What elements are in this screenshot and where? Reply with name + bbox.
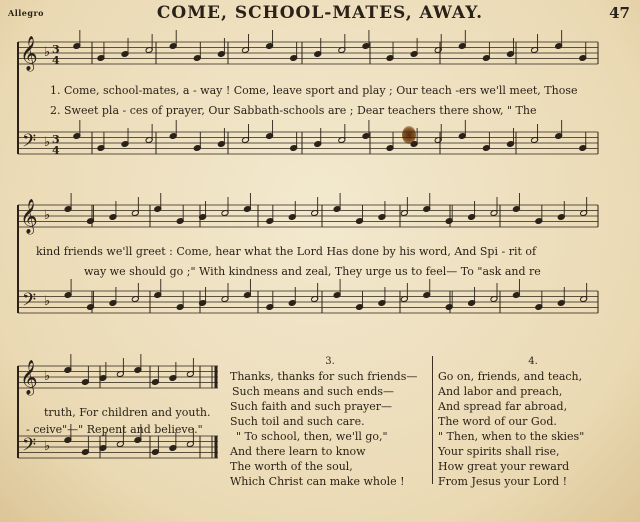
- system2-verse1-lyrics: kind friends we'll greet : Come, hear what the Lord Has done by his word, And Spi - rit of: [36, 245, 537, 258]
- verse-divider: [432, 356, 433, 484]
- treble-clef-icon: 𝄞: [20, 360, 38, 395]
- flat-icon: ♭: [44, 208, 51, 223]
- verse-4-line: " Then, when to the skies": [438, 430, 585, 443]
- hymn-title: COME, SCHOOL-MATES, AWAY.: [156, 3, 484, 23]
- system3-verse1-lyrics: truth, For children and youth.: [44, 406, 211, 419]
- flat-icon: ♭: [44, 369, 51, 384]
- bass-clef-icon: 𝄢: [22, 435, 37, 460]
- bass-clef-icon: 𝄢: [22, 290, 37, 315]
- system1-verse2-lyrics: 2. Sweet pla - ces of prayer, Our Sabbath-schools are ; Dear teachers there show, " The: [50, 104, 537, 117]
- verse-3-line: Such faith and such prayer—: [230, 400, 393, 413]
- system2-verse2-lyrics: way we should go ;" With kindness and zeal, They urge us to feel— To "ask and re: [84, 265, 541, 278]
- flat-icon: ♭: [44, 294, 51, 309]
- time-signature: 3: [52, 133, 60, 146]
- verse-4-line: From Jesus your Lord !: [438, 475, 568, 488]
- verse-3-line: Such toil and such care.: [230, 415, 365, 428]
- treble-clef-icon: 𝄞: [20, 199, 38, 234]
- verse-4-line: How great your reward: [438, 460, 570, 473]
- time-signature: 4: [52, 144, 60, 157]
- verse-4-line: Go on, friends, and teach,: [438, 370, 583, 383]
- time-signature: 3: [52, 43, 60, 56]
- verse-4-line: The word of our God.: [438, 415, 557, 428]
- flat-icon: ♭: [44, 439, 51, 454]
- verse-3-number: 3.: [325, 356, 335, 367]
- verse-4: [438, 354, 628, 489]
- verse-4-number: 4.: [528, 356, 538, 367]
- verse-3-line: Such means and such ends—: [232, 385, 395, 398]
- system3-verse2-lyrics: - ceive"—" Repent and believe.": [26, 423, 203, 436]
- verse-3-line: And there learn to know: [230, 445, 366, 458]
- bass-clef-icon: 𝄢: [22, 131, 37, 156]
- verse-4-line: And spread far abroad,: [438, 400, 568, 413]
- verse-3-line: The worth of the soul,: [230, 460, 353, 473]
- system1-verse1-lyrics: 1. Come, school-mates, a - way ! Come, leave sport and play ; Our teach -ers we'll meet, Those: [50, 84, 578, 97]
- flat-icon: ♭: [44, 135, 51, 150]
- tempo-marking: Allegro: [8, 8, 45, 18]
- verse-3: [230, 354, 430, 489]
- treble-clef-icon: 𝄞: [20, 36, 38, 71]
- verse-4-line: Your spirits shall rise,: [438, 445, 560, 458]
- verse-4-line: And labor and preach,: [438, 385, 563, 398]
- page-number: 47: [609, 4, 630, 22]
- flat-icon: ♭: [44, 45, 51, 60]
- verse-3-line: Which Christ can make whole !: [230, 475, 405, 488]
- verse-3-line: " To school, then, we'll go,": [236, 430, 388, 443]
- verse-3-line: Thanks, thanks for such friends—: [230, 370, 418, 383]
- time-signature: 4: [52, 54, 60, 67]
